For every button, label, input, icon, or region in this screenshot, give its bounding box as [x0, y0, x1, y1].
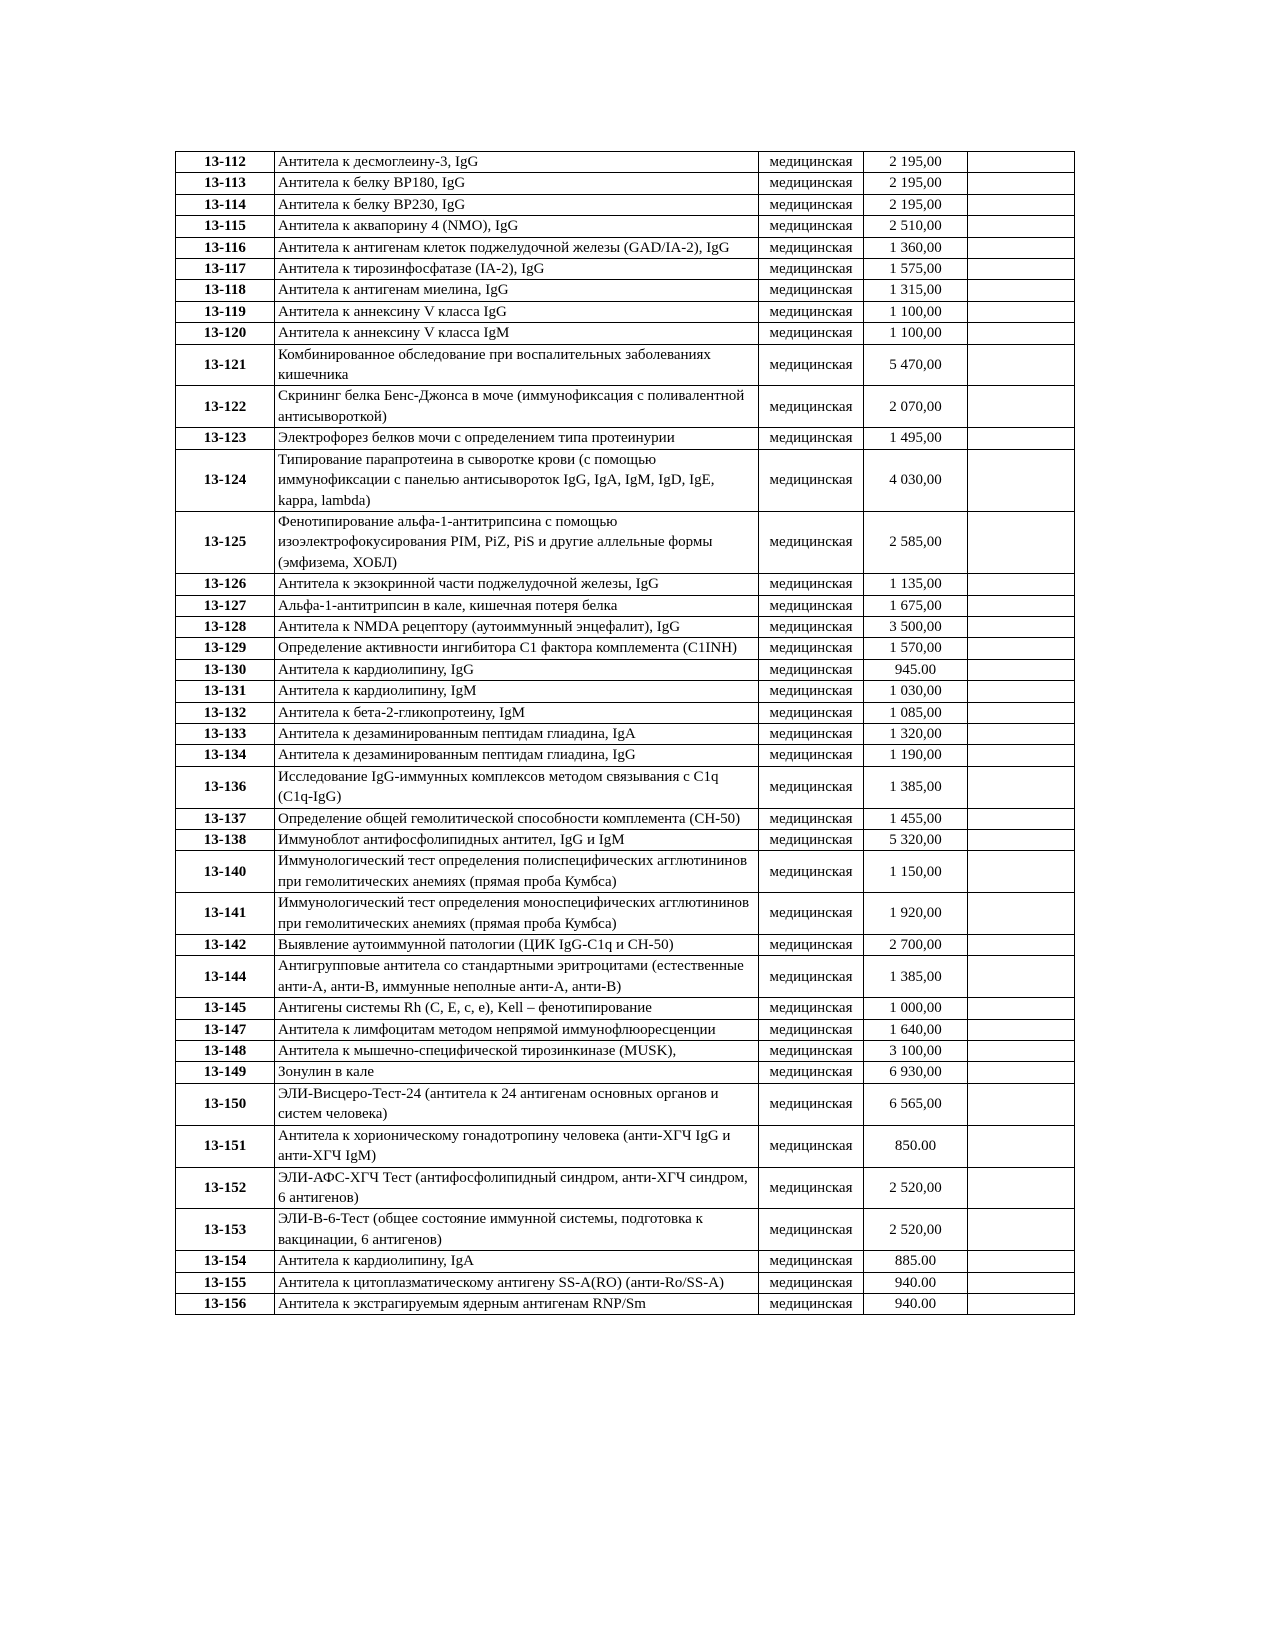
price-list-body	[176, 152, 1075, 1315]
service-code: 13-119	[176, 301, 275, 322]
table-row	[176, 1062, 1075, 1083]
service-type: медицинская	[759, 595, 864, 616]
table-row	[176, 574, 1075, 595]
service-code: 13-149	[176, 1062, 275, 1083]
service-price: 2 195,00	[864, 194, 968, 215]
empty-cell	[968, 1167, 1075, 1209]
service-code: 13-156	[176, 1293, 275, 1314]
table-row	[176, 1019, 1075, 1040]
service-name: Альфа-1-антитрипсин в кале, кишечная потеря белка	[275, 595, 759, 616]
service-code: 13-124	[176, 449, 275, 511]
service-price: 5 470,00	[864, 344, 968, 386]
service-type: медицинская	[759, 616, 864, 637]
service-type: медицинская	[759, 1083, 864, 1125]
empty-cell	[968, 659, 1075, 680]
table-row	[176, 745, 1075, 766]
service-price: 1 150,00	[864, 851, 968, 893]
table-row	[176, 449, 1075, 511]
table-row	[176, 1272, 1075, 1293]
service-type: медицинская	[759, 681, 864, 702]
service-code: 13-153	[176, 1209, 275, 1251]
empty-cell	[968, 638, 1075, 659]
service-name: ЭЛИ-Висцеро-Тест-24 (антитела к 24 антигенам основных органов и систем человека)	[275, 1083, 759, 1125]
service-type: медицинская	[759, 216, 864, 237]
empty-cell	[968, 1209, 1075, 1251]
service-type: медицинская	[759, 1209, 864, 1251]
service-price: 1 575,00	[864, 259, 968, 280]
service-name: Иммунологический тест определения полиспецифических агглютининов при гемолитических анемиях (прямая проба Кумбса)	[275, 851, 759, 893]
service-code: 13-122	[176, 386, 275, 428]
table-row	[176, 935, 1075, 956]
table-row	[176, 723, 1075, 744]
service-type: медицинская	[759, 723, 864, 744]
service-code: 13-116	[176, 237, 275, 258]
table-row	[176, 1083, 1075, 1125]
table-row	[176, 830, 1075, 851]
table-row	[176, 1251, 1075, 1272]
table-row	[176, 344, 1075, 386]
service-type: медицинская	[759, 830, 864, 851]
service-name: ЭЛИ-АФС-ХГЧ Тест (антифосфолипидный синдром, анти-ХГЧ синдром, 6 антигенов)	[275, 1167, 759, 1209]
service-code: 13-130	[176, 659, 275, 680]
service-code: 13-114	[176, 194, 275, 215]
service-price: 1 030,00	[864, 681, 968, 702]
service-name: Определение общей гемолитической способности комплемента (CH-50)	[275, 808, 759, 829]
table-row	[176, 280, 1075, 301]
table-row	[176, 173, 1075, 194]
empty-cell	[968, 574, 1075, 595]
empty-cell	[968, 449, 1075, 511]
service-price: 3 500,00	[864, 616, 968, 637]
empty-cell	[968, 1251, 1075, 1272]
service-name: Антитела к аннексину V класса IgG	[275, 301, 759, 322]
empty-cell	[968, 935, 1075, 956]
empty-cell	[968, 745, 1075, 766]
table-row	[176, 702, 1075, 723]
table-row	[176, 851, 1075, 893]
service-price: 885.00	[864, 1251, 968, 1272]
service-code: 13-145	[176, 998, 275, 1019]
service-price: 2 195,00	[864, 173, 968, 194]
table-row	[176, 638, 1075, 659]
service-name: Антитела к мышечно-специфической тирозинкиназе (MUSK),	[275, 1041, 759, 1062]
service-type: медицинская	[759, 280, 864, 301]
service-name: Антитела к NMDA рецептору (аутоиммунный энцефалит), IgG	[275, 616, 759, 637]
service-code: 13-131	[176, 681, 275, 702]
service-type: медицинская	[759, 237, 864, 258]
service-type: медицинская	[759, 956, 864, 998]
service-type: медицинская	[759, 344, 864, 386]
service-code: 13-141	[176, 893, 275, 935]
service-name: Антитела к хорионическому гонадотропину человека (анти-ХГЧ IgG и анти-ХГЧ IgM)	[275, 1125, 759, 1167]
service-type: медицинская	[759, 1251, 864, 1272]
service-price: 1 320,00	[864, 723, 968, 744]
service-type: медицинская	[759, 808, 864, 829]
empty-cell	[968, 702, 1075, 723]
service-price: 1 360,00	[864, 237, 968, 258]
service-code: 13-155	[176, 1272, 275, 1293]
service-price: 1 315,00	[864, 280, 968, 301]
table-row	[176, 1125, 1075, 1167]
service-code: 13-148	[176, 1041, 275, 1062]
service-type: медицинская	[759, 152, 864, 173]
table-row	[176, 152, 1075, 173]
service-name: Антитела к белку BP230, IgG	[275, 194, 759, 215]
service-type: медицинская	[759, 173, 864, 194]
service-type: медицинская	[759, 1293, 864, 1314]
service-name: Антитела к кардиолипину, IgM	[275, 681, 759, 702]
service-code: 13-120	[176, 323, 275, 344]
service-name: Фенотипирование альфа-1-антитрипсина с помощью изоэлектрофокусирования PIM, PiZ, PiS и другие аллельные формы (эмфизема, ХОБЛ)	[275, 511, 759, 573]
service-type: медицинская	[759, 745, 864, 766]
empty-cell	[968, 893, 1075, 935]
service-price: 1 000,00	[864, 998, 968, 1019]
empty-cell	[968, 956, 1075, 998]
service-code: 13-152	[176, 1167, 275, 1209]
empty-cell	[968, 259, 1075, 280]
service-name: Комбинированное обследование при воспалительных заболеваниях кишечника	[275, 344, 759, 386]
service-name: Скрининг белка Бенс-Джонса в моче (иммунофиксация с поливалентной антисывороткой)	[275, 386, 759, 428]
empty-cell	[968, 1083, 1075, 1125]
service-code: 13-121	[176, 344, 275, 386]
service-code: 13-117	[176, 259, 275, 280]
service-price: 1 385,00	[864, 956, 968, 998]
empty-cell	[968, 511, 1075, 573]
service-code: 13-129	[176, 638, 275, 659]
service-name: Антитела к дезаминированным пептидам глиадина, IgA	[275, 723, 759, 744]
service-type: медицинская	[759, 301, 864, 322]
service-price: 4 030,00	[864, 449, 968, 511]
table-row	[176, 1041, 1075, 1062]
service-type: медицинская	[759, 1041, 864, 1062]
service-code: 13-150	[176, 1083, 275, 1125]
service-name: Антитела к аннексину V класса IgM	[275, 323, 759, 344]
service-name: Типирование парапротеина в сыворотке крови (с помощью иммунофиксации с панелью антисывороток IgG, IgA, IgM, IgD, IgE, kappa, lambda)	[275, 449, 759, 511]
empty-cell	[968, 386, 1075, 428]
service-code: 13-115	[176, 216, 275, 237]
empty-cell	[968, 851, 1075, 893]
table-row	[176, 323, 1075, 344]
empty-cell	[968, 1019, 1075, 1040]
service-type: медицинская	[759, 511, 864, 573]
service-type: медицинская	[759, 574, 864, 595]
service-name: Антитела к антигенам миелина, IgG	[275, 280, 759, 301]
empty-cell	[968, 173, 1075, 194]
service-price: 1 455,00	[864, 808, 968, 829]
empty-cell	[968, 1041, 1075, 1062]
service-code: 13-113	[176, 173, 275, 194]
service-code: 13-133	[176, 723, 275, 744]
service-price: 1 675,00	[864, 595, 968, 616]
table-row	[176, 194, 1075, 215]
service-type: медицинская	[759, 1062, 864, 1083]
service-price: 6 930,00	[864, 1062, 968, 1083]
service-type: медицинская	[759, 323, 864, 344]
service-name: ЭЛИ-В-6-Тест (общее состояние иммунной системы, подготовка к вакцинации, 6 антигенов)	[275, 1209, 759, 1251]
empty-cell	[968, 766, 1075, 808]
service-code: 13-118	[176, 280, 275, 301]
service-type: медицинская	[759, 893, 864, 935]
service-name: Антитела к дезаминированным пептидам глиадина, IgG	[275, 745, 759, 766]
table-row	[176, 659, 1075, 680]
service-type: медицинская	[759, 702, 864, 723]
service-type: медицинская	[759, 428, 864, 449]
service-type: медицинская	[759, 449, 864, 511]
service-price: 6 565,00	[864, 1083, 968, 1125]
empty-cell	[968, 344, 1075, 386]
service-code: 13-127	[176, 595, 275, 616]
empty-cell	[968, 237, 1075, 258]
service-price: 1 495,00	[864, 428, 968, 449]
service-price: 1 190,00	[864, 745, 968, 766]
empty-cell	[968, 1293, 1075, 1314]
service-code: 13-134	[176, 745, 275, 766]
service-price: 3 100,00	[864, 1041, 968, 1062]
service-code: 13-140	[176, 851, 275, 893]
empty-cell	[968, 1062, 1075, 1083]
empty-cell	[968, 323, 1075, 344]
table-row	[176, 956, 1075, 998]
service-name: Исследование IgG-иммунных комплексов методом связывания с C1q (C1q-IgG)	[275, 766, 759, 808]
service-name: Антитела к бета-2-гликопротеину, IgM	[275, 702, 759, 723]
service-name: Антитела к кардиолипину, IgG	[275, 659, 759, 680]
table-row	[176, 893, 1075, 935]
service-type: медицинская	[759, 998, 864, 1019]
service-price: 850.00	[864, 1125, 968, 1167]
table-row	[176, 1293, 1075, 1314]
service-code: 13-144	[176, 956, 275, 998]
service-name: Антитела к лимфоцитам методом непрямой иммунофлюоресценции	[275, 1019, 759, 1040]
table-row	[176, 301, 1075, 322]
service-type: медицинская	[759, 1167, 864, 1209]
empty-cell	[968, 830, 1075, 851]
service-name: Антитела к белку BP180, IgG	[275, 173, 759, 194]
service-price: 2 520,00	[864, 1209, 968, 1251]
table-row	[176, 998, 1075, 1019]
service-name: Выявление аутоиммунной патологии (ЦИК IgG-C1q и CH-50)	[275, 935, 759, 956]
table-row	[176, 681, 1075, 702]
service-code: 13-123	[176, 428, 275, 449]
service-type: медицинская	[759, 1272, 864, 1293]
service-price: 1 100,00	[864, 301, 968, 322]
empty-cell	[968, 1125, 1075, 1167]
empty-cell	[968, 280, 1075, 301]
table-row	[176, 428, 1075, 449]
service-type: медицинская	[759, 638, 864, 659]
empty-cell	[968, 998, 1075, 1019]
service-price: 1 100,00	[864, 323, 968, 344]
empty-cell	[968, 301, 1075, 322]
table-row	[176, 808, 1075, 829]
empty-cell	[968, 595, 1075, 616]
service-code: 13-128	[176, 616, 275, 637]
service-type: медицинская	[759, 851, 864, 893]
service-price: 1 640,00	[864, 1019, 968, 1040]
service-type: медицинская	[759, 259, 864, 280]
service-code: 13-137	[176, 808, 275, 829]
service-type: медицинская	[759, 1019, 864, 1040]
service-name: Антитела к экстрагируемым ядерным антигенам RNP/Sm	[275, 1293, 759, 1314]
empty-cell	[968, 808, 1075, 829]
service-name: Антитела к аквапорину 4 (NMO), IgG	[275, 216, 759, 237]
service-code: 13-151	[176, 1125, 275, 1167]
service-code: 13-132	[176, 702, 275, 723]
service-name: Электрофорез белков мочи с определением типа протеинурии	[275, 428, 759, 449]
table-row	[176, 766, 1075, 808]
service-price: 1 920,00	[864, 893, 968, 935]
service-price: 940.00	[864, 1293, 968, 1314]
service-price: 2 070,00	[864, 386, 968, 428]
empty-cell	[968, 616, 1075, 637]
price-list-table	[175, 151, 1075, 1315]
service-name: Антитела к тирозинфосфатазе (IA-2), IgG	[275, 259, 759, 280]
service-name: Антитела к кардиолипину, IgA	[275, 1251, 759, 1272]
empty-cell	[968, 428, 1075, 449]
service-code: 13-125	[176, 511, 275, 573]
empty-cell	[968, 681, 1075, 702]
service-price: 2 510,00	[864, 216, 968, 237]
table-row	[176, 511, 1075, 573]
table-row	[176, 386, 1075, 428]
empty-cell	[968, 216, 1075, 237]
table-row	[176, 259, 1075, 280]
service-price: 2 195,00	[864, 152, 968, 173]
table-row	[176, 216, 1075, 237]
service-type: медицинская	[759, 766, 864, 808]
service-code: 13-136	[176, 766, 275, 808]
empty-cell	[968, 1272, 1075, 1293]
empty-cell	[968, 152, 1075, 173]
service-price: 1 570,00	[864, 638, 968, 659]
service-name: Зонулин в кале	[275, 1062, 759, 1083]
service-code: 13-142	[176, 935, 275, 956]
service-code: 13-147	[176, 1019, 275, 1040]
service-code: 13-126	[176, 574, 275, 595]
service-code: 13-154	[176, 1251, 275, 1272]
service-name: Антигрупповые антитела со стандартными эритроцитами (естественные анти-А, анти-В, иммунные неполные анти-А, анти-В)	[275, 956, 759, 998]
service-name: Иммуноблот антифосфолипидных антител, IgG и IgM	[275, 830, 759, 851]
service-name: Антигены системы Rh (C, E, c, e), Kell – фенотипирование	[275, 998, 759, 1019]
service-price: 2 585,00	[864, 511, 968, 573]
service-code: 13-138	[176, 830, 275, 851]
service-type: медицинская	[759, 386, 864, 428]
service-name: Антитела к десмоглеину-3, IgG	[275, 152, 759, 173]
service-price: 5 320,00	[864, 830, 968, 851]
service-name: Антитела к антигенам клеток поджелудочной железы (GAD/IA-2), IgG	[275, 237, 759, 258]
service-price: 945.00	[864, 659, 968, 680]
service-price: 2 700,00	[864, 935, 968, 956]
table-row	[176, 1167, 1075, 1209]
table-row	[176, 1209, 1075, 1251]
service-type: медицинская	[759, 194, 864, 215]
empty-cell	[968, 194, 1075, 215]
service-name: Определение активности ингибитора С1 фактора комплемента (C1INH)	[275, 638, 759, 659]
service-price: 2 520,00	[864, 1167, 968, 1209]
service-price: 1 135,00	[864, 574, 968, 595]
service-code: 13-112	[176, 152, 275, 173]
service-type: медицинская	[759, 659, 864, 680]
service-name: Иммунологический тест определения моноспецифических агглютининов при гемолитических анемиях (прямая проба Кумбса)	[275, 893, 759, 935]
table-row	[176, 595, 1075, 616]
service-price: 940.00	[864, 1272, 968, 1293]
service-name: Антитела к экзокринной части поджелудочной железы, IgG	[275, 574, 759, 595]
service-type: медицинская	[759, 1125, 864, 1167]
empty-cell	[968, 723, 1075, 744]
service-type: медицинская	[759, 935, 864, 956]
service-name: Антитела к цитоплазматическому антигену SS-A(RO) (анти-Ro/SS-A)	[275, 1272, 759, 1293]
table-row	[176, 237, 1075, 258]
service-price: 1 385,00	[864, 766, 968, 808]
service-price: 1 085,00	[864, 702, 968, 723]
table-row	[176, 616, 1075, 637]
